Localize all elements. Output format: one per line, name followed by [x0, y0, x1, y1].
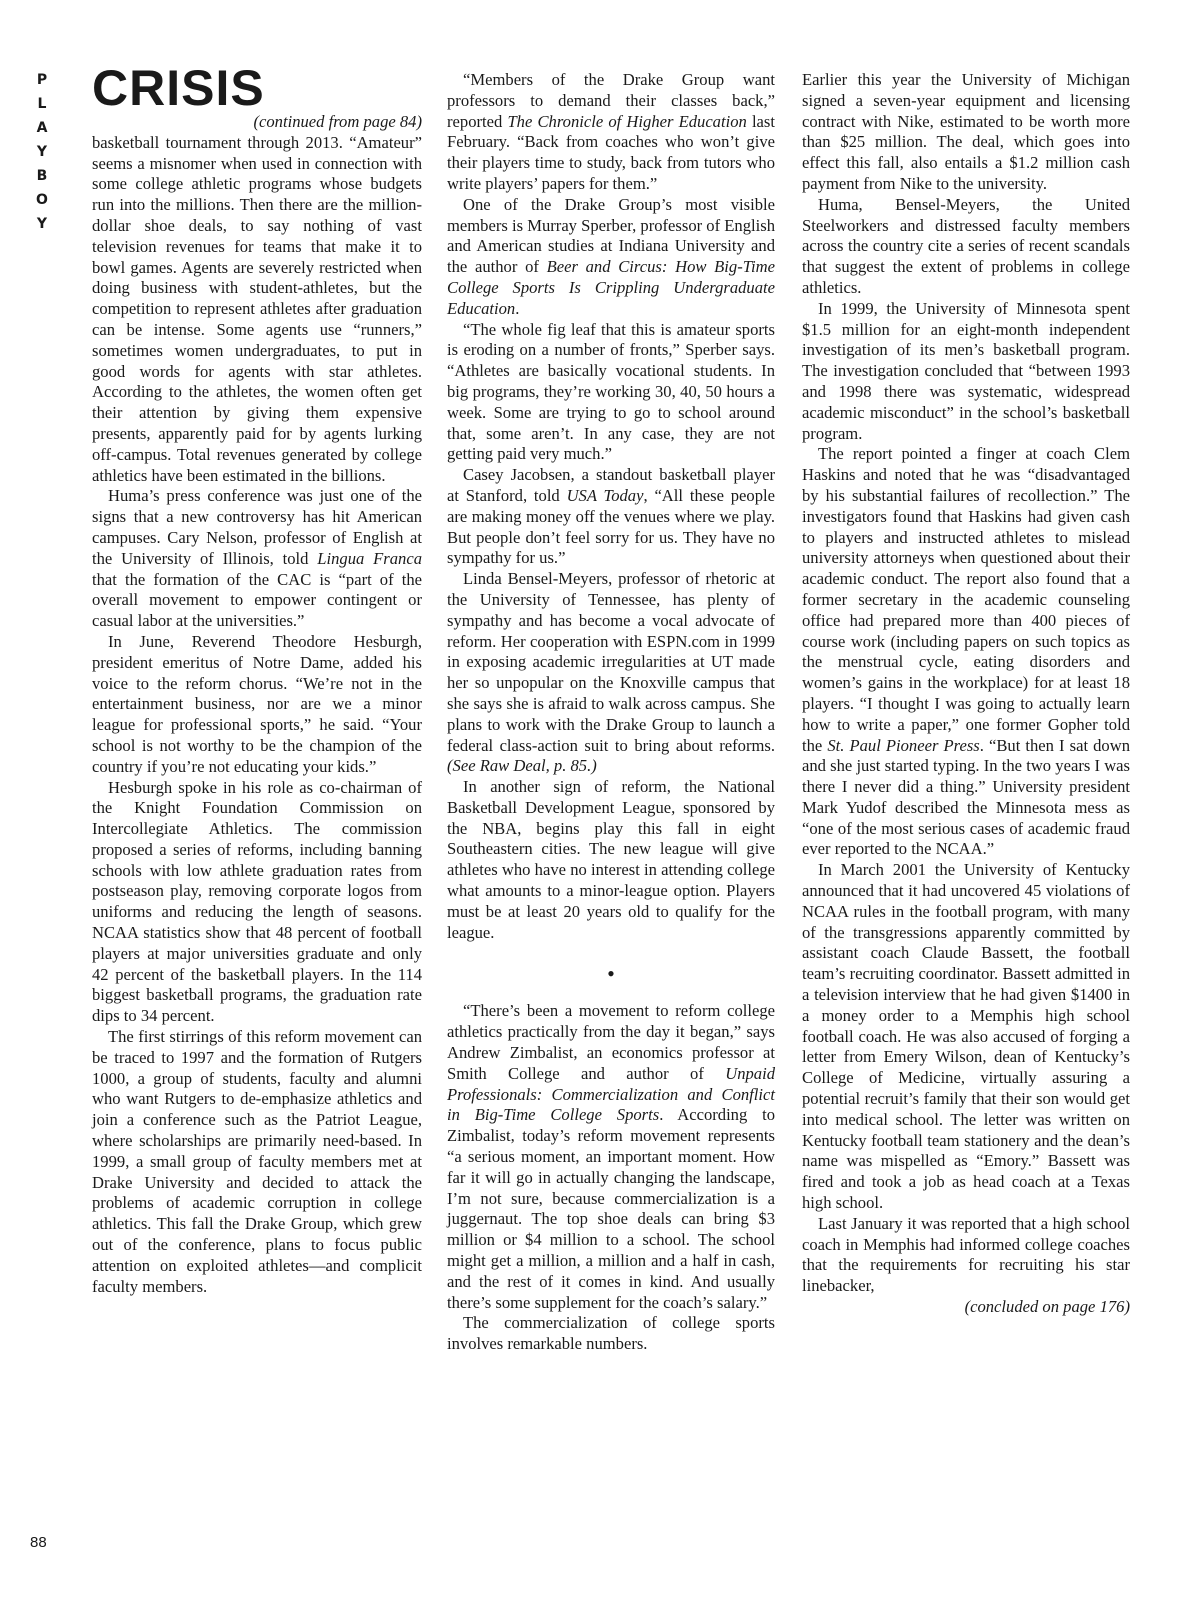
paragraph: The first stirrings of this reform movement can be traced to 1997 and the formation of Rutgers 1000, a group of students, faculty and alumni who want Rutgers to de-emphasize athletics and join a conference such as the Patriot League, where scholarships are primarily need-based. In 1999, a small group of faculty members met at Drake University and decided to attack the problems of academic corruption in college athletics. This fall the Drake Group, which grew out of the conference, plans to focus public attention on exploited athletes—and complicit faculty members. — [92, 1027, 422, 1296]
paragraph: In another sign of reform, the National Basketball Development League, sponsored by the NBA, begins play this fall in eight Southeastern cities. The new league will give athletes who have no interest in attending college what amounts to a minor-league option. Players must be at least 20 years old to qualify for the league. — [447, 777, 775, 942]
paragraph: One of the Drake Group’s most visible members is Murray Sperber, professor of English and American studies at Indiana University and the author of Beer and Circus: How Big-Time College Sports Is Crippling Undergraduate Education. — [447, 194, 775, 318]
magazine-letter: A — [36, 120, 48, 136]
article-title: CRISIS — [92, 60, 265, 116]
column-2 — [447, 70, 775, 1355]
magazine-letter: Y — [36, 216, 48, 232]
paragraph: Earlier this year the University of Michigan signed a seven-year equipment and licensing contract with Nike, estimated to be worth more than $25 million. The deal, which goes into effect this fall, also entails a $1.2 million cash payment from Nike to the university. — [802, 70, 1130, 193]
magazine-letter: P — [36, 72, 48, 88]
paragraph: Casey Jacobsen, a standout basketball player at Stanford, told USA Today, “All these people are making money off the venues where we play. But people don’t feel sorry for us. They have no sympathy for us.” — [447, 465, 775, 568]
magazine-letter: L — [37, 96, 47, 112]
publication-name: Lingua Franca — [317, 548, 423, 568]
paragraph: basketball tournament through 2013. “Amateur” seems a misnomer when used in connection with some college athletic programs whose budgets run into the millions. Then there are the million-dollar shoe deals, to say nothing of vast television revenues for teams that make it to bowl games. Agents are severely restricted when doing business with student-athletes, but the competition to represent athletes after graduation can be intense. Some agents use “runners,” sometimes women undergraduates, to put in good words for agents with star athletes. According to the athletes, the women often get their attention by giving them expensive presents, apparently paid for by agents lurking off-campus. Total revenues generated by college athletics have been estimated in the billions. — [92, 132, 422, 485]
paragraph: In 1999, the University of Minnesota spent $1.5 million for an eight-month independent investigation of its men’s basketball program. The investigation concluded that “between 1993 and 1998 there was systematic, widespread academic misconduct” in the school’s basketball program. — [802, 298, 1130, 443]
paragraph: “There’s been a movement to reform college athletics practically from the day it began,” says Andrew Zimbalist, an economics professor at Smith College and author of Unpaid Professionals: Commercialization and Conflict in Big-Time College Sports. According to Zimbalist, today’s reform movement represents “a serious moment, an important moment. How far it will go in actually changing the landscape, I’m not sure, because commercialization is a juggernaut. The top shoe deals can bring $3 million or $4 million to a school. The school might get a million, a million and a half in cash, and the rest of it comes in kind. And usually there’s some supplement for the coach’s salary.” — [447, 1001, 775, 1312]
publication-name: The Chronicle of Higher Education — [507, 111, 747, 131]
paragraph: In June, Reverend Theodore Hesburgh, president emeritus of Notre Dame, added his voice to the reform chorus. “We’re not in the entertainment business, nor are we a minor league for professional sports,” he said. “Your school is not worthy to be the champion of the country if you’re not educating your kids.” — [92, 631, 422, 776]
concluded-on-note: (concluded on page 176) — [964, 1297, 1130, 1317]
publication-name: USA Today — [566, 485, 644, 505]
paragraph: Linda Bensel-Meyers, professor of rhetoric at the University of Tennessee, has plenty of sympathy and has become a vocal advocate of reform. Her cooperation with ESPN.com in 1999 in exposing academic irregularities at UT made her so unpopular on the Knoxville campus that she says she is afraid to walk across campus. She plans to work with the Drake Group to launch a federal class-action suit to bring about reforms. (See Raw Deal, p. 85.) — [447, 569, 775, 776]
section-break-bullet: • — [607, 961, 615, 987]
paragraph: Hesburgh spoke in his role as co-chairman of the Knight Foundation Commission on Intercollegiate Athletics. The commission proposed a series of reforms, including banning schools with low athlete graduation rates from postseason play, removing corporate logos from uniforms and reducing the length of seasons. NCAA statistics show that 48 percent of football players at major universities graduate and only 42 percent of the basketball players. In the 114 biggest basketball programs, the graduation rate dips to 34 percent. — [92, 777, 422, 1026]
paragraph: In March 2001 the University of Kentucky announced that it had uncovered 45 violations of NCAA rules in the football program, with many of the transgressions apparently committed by assistant coach Claude Bassett, the football team’s recruiting coordinator. Bassett admitted in a television interview that he had given $1400 in a money order to a Memphis high school football coach. He was also accused of forging a letter from Emery Wilson, dean of Kentucky’s College of Medicine, virtually assuring a potential recruit’s family that their son would get into medical school. The letter was written on Kentucky football team stationery and the dean’s name was mispelled as “Emory.” Bassett was fired and took a job as head coach at a Texas high school. — [802, 860, 1130, 1213]
page-number: 88 — [30, 1534, 47, 1551]
continued-from-note: (continued from page 84) — [253, 112, 422, 131]
magazine-letter: O — [36, 192, 48, 208]
paragraph: The report pointed a finger at coach Clem Haskins and noted that he was “disadvantaged by his substantial failures of recollection.” The investigators found that Haskins had given cash to players and instructed athletes to mislead university attorneys when questioned about their academic conduct. The report also found that a former secretary in the academic counseling office had prepared more than 400 pieces of course work (including papers on such topics as the menstrual cycle, eating disorders and women’s gains in the workplace) for at least 18 players. “I thought I was going to actually learn how to write a paper,” one former Gopher told the St. Paul Pioneer Press. “But then I sat down and she just started typing. In the two years I was there I never did a thing.” University president Mark Yudof described the Minnesota mess as “one of the most serious cases of academic fraud ever reported to the NCAA.” — [802, 444, 1130, 859]
paragraph: The commercialization of college sports involves remarkable numbers. — [447, 1313, 775, 1354]
magazine-name-vertical — [30, 68, 54, 236]
paragraph: “Members of the Drake Group want professors to demand their classes back,” reported The Chronicle of Higher Education last February. “Back from coaches who won’t give their players time to study, back from tutors who write players’ papers for them.” — [447, 70, 775, 193]
column-1 — [92, 62, 422, 1297]
publication-name: St. Paul Pioneer Press — [827, 735, 980, 755]
column-3 — [802, 70, 1130, 1318]
paragraph: “The whole fig leaf that this is amateur sports is eroding on a number of fronts,” Sperber says. “Athletes are basically vocational students. In big programs, they’re working 30, 40, 50 hours a week. Some are trying to go to school around that, some aren’t. In any case, they are not getting paid very much.” — [447, 319, 775, 464]
cross-reference: (See Raw Deal, p. 85.) — [447, 756, 597, 776]
paragraph: Huma, Bensel-Meyers, the United Steelworkers and distressed faculty members across the country cite a series of recent scandals that suggest the extent of problems in college athletics. — [802, 194, 1130, 297]
book-title: Beer and Circus: How Big-Time College Sports Is Crippling Undergraduate Education — [447, 257, 775, 318]
paragraph: Huma’s press conference was just one of the signs that a new controversy has hit American campuses. Cary Nelson, professor of English at the University of Illinois, told Lingua Franca that the formation of the CAC is “part of the overall movement to empower contingent or casual labor at the universities.” — [92, 486, 423, 631]
magazine-letter: Y — [36, 144, 48, 160]
magazine-letter: B — [36, 168, 48, 184]
paragraph: Last January it was reported that a high school coach in Memphis had informed college coaches that the requirements for recruiting his star linebacker, — [802, 1213, 1130, 1296]
book-title: Unpaid Professionals: Commercialization and Conflict in Big-Time College Sports — [447, 1063, 775, 1125]
